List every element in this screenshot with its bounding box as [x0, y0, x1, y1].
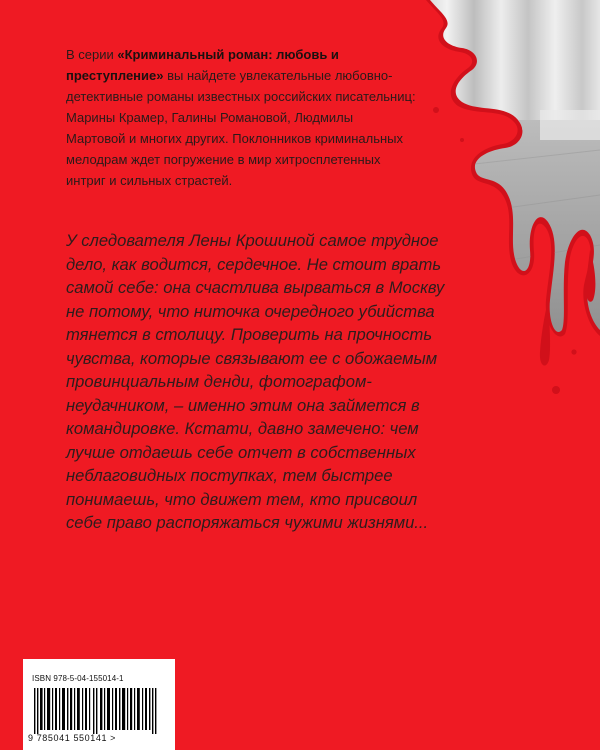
- series-intro-prefix: В серии: [66, 47, 118, 62]
- barcode-bars: [34, 688, 164, 734]
- series-description: [66, 44, 416, 191]
- isbn-label: ISBN 978-5-04-155014-1: [32, 674, 124, 683]
- ean-digits: 9 785041 550141 >: [28, 733, 117, 743]
- series-intro-suffix: вы найдете увлекательные любовно-детективные романы известных российских писательниц: Марины Крамер, Галины Романовой, Людмилы Мартовой и многих других. Поклонников криминальных мелодрам ждет погружение в мир хитросплетенных интриг и сильных страстей.: [66, 68, 416, 188]
- series-title: «Криминальный роман: любовь и преступление»: [66, 47, 339, 83]
- book-annotation: У следователя Лены Крошиной самое трудное дело, как водится, сердечное. Не стоит врать самой себе: она счастлива вырваться в Москву не потому, что ниточка очередного убийства тянется в столицу. Проверить на прочность чувства, которые связывают ее с обожаемым провинциальным денди, фотографом-неудачником, – именно этим она займется в командировке. Кстати, давно замечено: чем лучше отдаешь себе отчет в собственных неблаговидных поступках, тем быстрее понимаешь, что движет тем, кто присвоил себе право распоряжаться чужими жизнями...: [66, 231, 445, 532]
